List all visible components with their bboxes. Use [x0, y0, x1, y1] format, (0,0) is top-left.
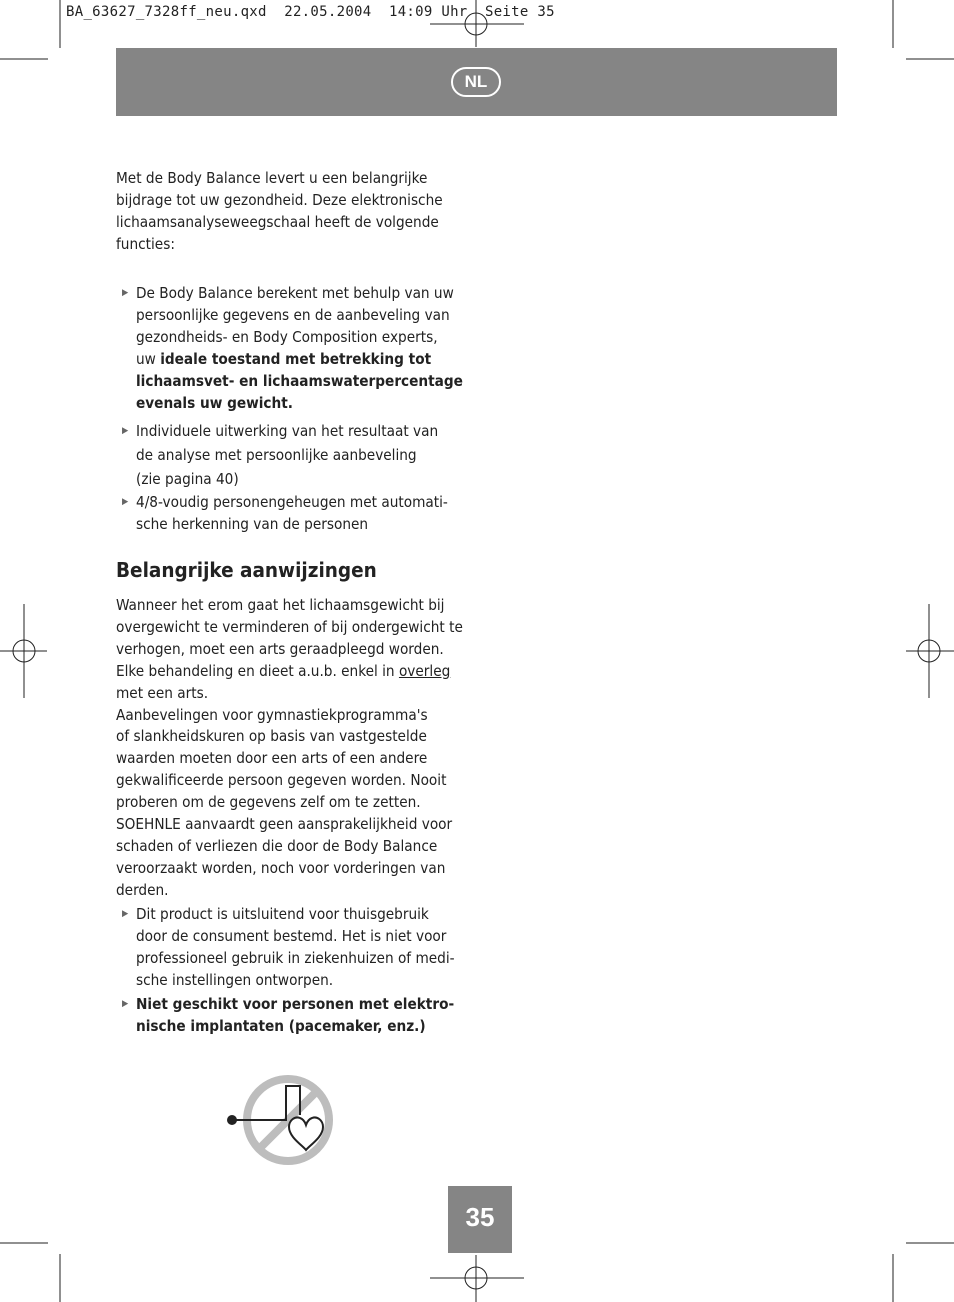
underlined-word: overleg: [398, 661, 451, 680]
bullet-arrow-icon: ▶: [122, 999, 129, 1009]
feature-item-2: ▶ Individuele uitwerking van het resultaat van de analyse met persoonlijke aanbeveling (zie pagina 40): [136, 419, 476, 491]
warning-item-2: ▶ Niet geschikt voor personen met elektro- nische implantaten (pacemaker, enz.): [122, 995, 455, 1035]
language-badge: NL: [451, 67, 501, 97]
no-pacemaker-icon: [220, 1070, 340, 1170]
body-paragraph: Wanneer het erom gaat het lichaamsgewicht bij overgewicht te verminderen of bij ondergewicht te verhogen, moet een arts geraadpleegd worden. Elke behandeling en dieet a.u.b. enkel in overleg met een arts. Aanbevelingen voor gymnastiekprogramma's of slankheidskuren op basis van vastgestelde waarden moeten door een arts of een andere gekwalificeerde persoon gegeven worden. Nooit proberen om de gegevens zelf om te zetten. SOEHNLE aanvaardt geen aansprakelijkheid voor schaden of verliezen die door de Body Balance veroorzaakt worden, noch voor vorderingen van derden.: [116, 596, 463, 899]
feature-item-3: ▶ 4/8-voudig personengeheugen met automati- sche herkenning van de personen: [122, 493, 448, 533]
intro-paragraph: Met de Body Balance levert u een belangrijke bijdrage tot uw gezondheid. Deze elektronische lichaamsanalyseweegschaal heeft de volgende functies:: [116, 169, 443, 253]
bullet-arrow-icon: ▶: [122, 909, 129, 919]
feature-item-1: ▶ De Body Balance berekent met behulp van uw persoonlijke gegevens en de aanbeveling van gezondheids- en Body Composition experts, uw ideale toestand met betrekking tot lichaamsvet- en lichaamswaterpercentage evenals uw gewicht.: [122, 284, 463, 412]
section-heading: Belangrijke aanwijzingen: [116, 558, 377, 582]
file-slug: BA_63627_7328ff_neu.qxd 22.05.2004 14:09 Uhr Seite 35: [66, 4, 555, 20]
page-number: 35: [448, 1186, 512, 1253]
bullet-arrow-icon: ▶: [122, 426, 129, 436]
bullet-arrow-icon: ▶: [122, 288, 129, 298]
bullet-arrow-icon: ▶: [122, 497, 129, 507]
warning-item-1: ▶ Dit product is uitsluitend voor thuisgebruik door de consument bestemd. Het is niet voor professioneel gebruik in ziekenhuizen of medi- sche instellingen ontworpen.: [122, 905, 455, 989]
